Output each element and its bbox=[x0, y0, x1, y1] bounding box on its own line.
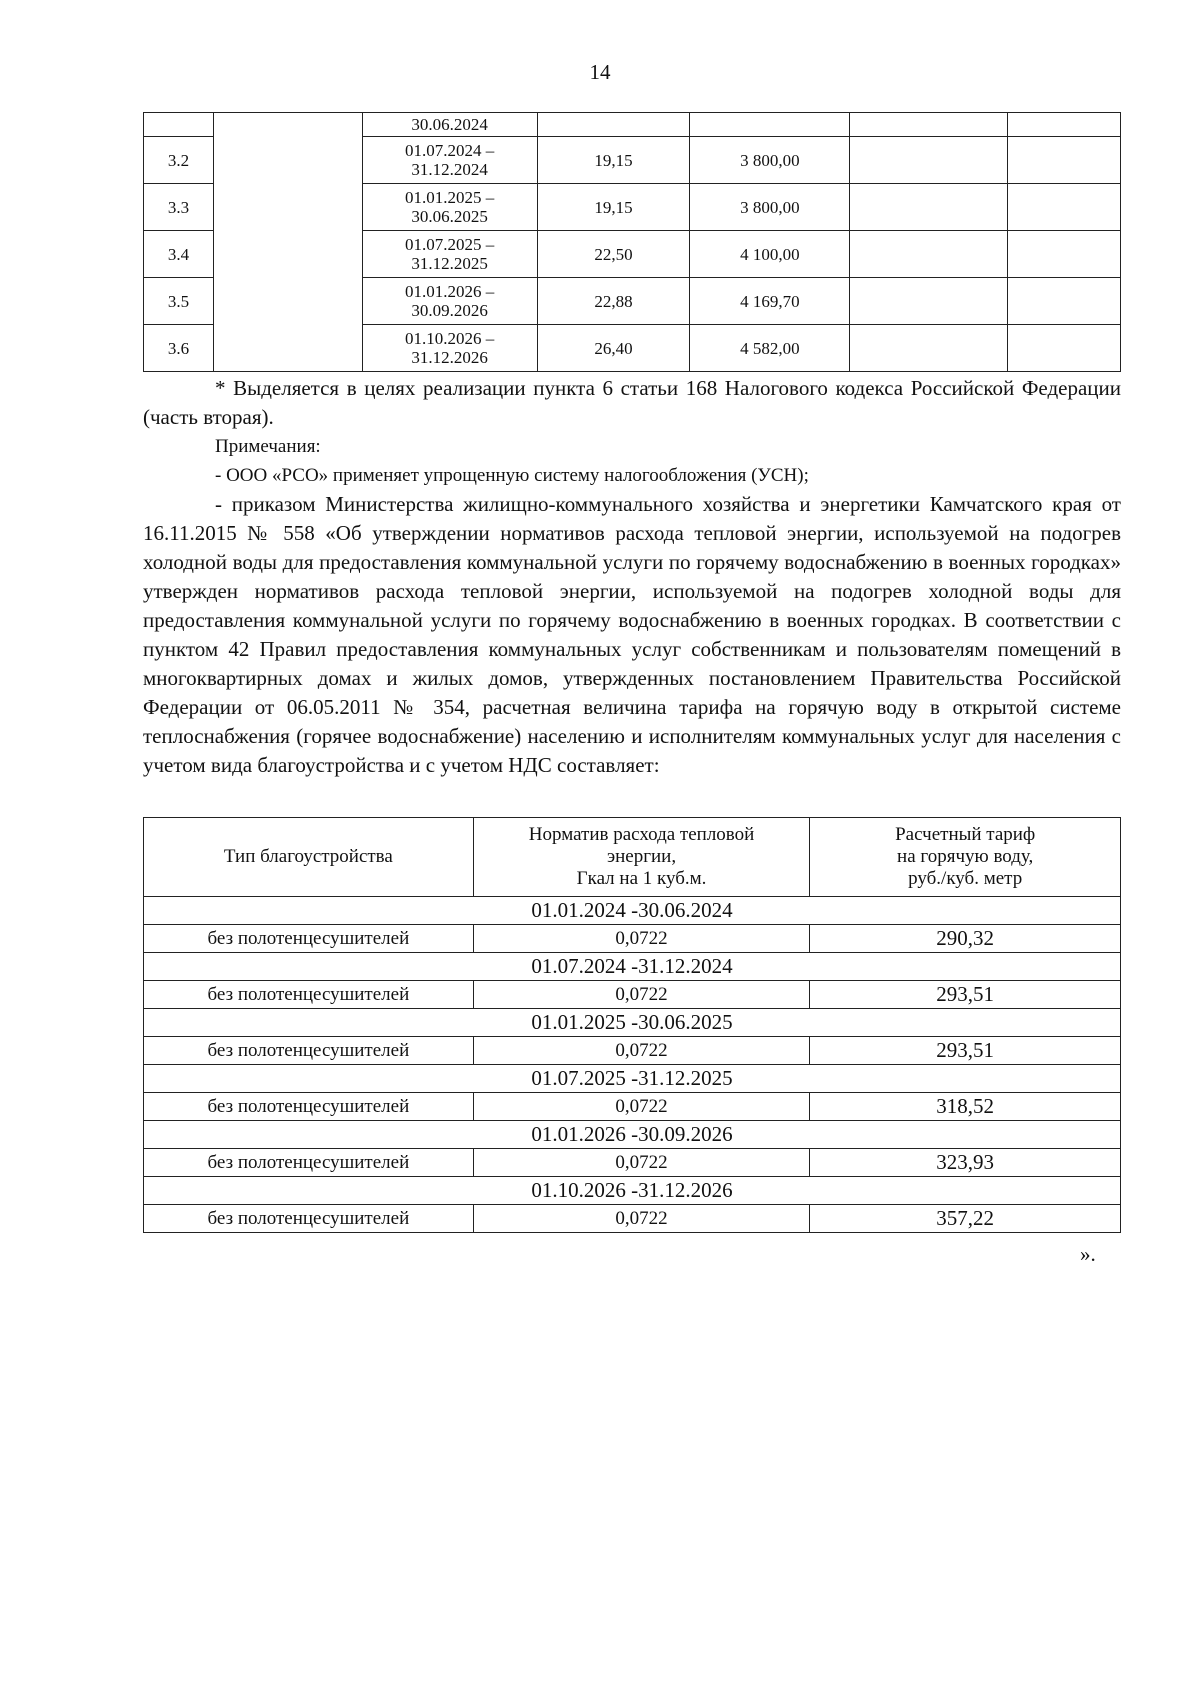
row-number bbox=[144, 113, 214, 137]
period-cell: 01.10.2026 -31.12.2026 bbox=[144, 1177, 1121, 1205]
rate-cell: 22,88 bbox=[537, 278, 690, 325]
empty-cell bbox=[1008, 113, 1121, 137]
norm-cell: 0,0722 bbox=[473, 981, 810, 1009]
empty-cell bbox=[850, 113, 1008, 137]
period-cell: 01.07.2025 -31.12.2025 bbox=[144, 1065, 1121, 1093]
norm-cell: 0,0722 bbox=[473, 1093, 810, 1121]
type-cell: без полотенцесушителей bbox=[144, 1037, 474, 1065]
period-row bbox=[144, 897, 1121, 925]
notes-section bbox=[143, 374, 1121, 780]
period-cell: 01.01.2025 -30.06.2025 bbox=[144, 1009, 1121, 1037]
note-item: - приказом Министерства жилищно-коммунального хозяйства и энергетики Камчатского края от 16.11.2015 № 558 «Об утверждении нормативов расхода тепловой энергии, используемой на подогрев холодной воды для предоставления коммунальной услуги по горячему водоснабжению в военных городках» утвержден нормативов расхода тепловой энергии, используемой на подогрев холодной воды для предоставления коммунальной услуги по горячему водоснабжению в военных городках. В соответствии с пунктом 42 Правил предоставления коммунальных услуг собственникам и пользователям помещений в многоквартирных домах и жилых домов, утвержденных постановлением Правительства Российской Федерации от 06.05.2011 № 354, расчетная величина тарифа на горячую воду в открытой системе теплоснабжения (горячее водоснабжение) населению и исполнителям коммунальных услуг для населения с учетом вида благоустройства и с учетом НДС составляет: bbox=[143, 492, 1121, 777]
norm-cell: 0,0722 bbox=[473, 1205, 810, 1233]
period-row bbox=[144, 1009, 1121, 1037]
note-item: - ООО «РСО» применяет упрощенную систему налогообложения (УСН); bbox=[215, 465, 809, 486]
type-cell: без полотенцесушителей bbox=[144, 1205, 474, 1233]
amount-cell: 4 100,00 bbox=[690, 231, 850, 278]
rate-cell: 22,50 bbox=[537, 231, 690, 278]
period-cell: 01.01.2024 -30.06.2024 bbox=[144, 897, 1121, 925]
empty-cell bbox=[850, 184, 1008, 231]
tariff-cell: 323,93 bbox=[810, 1149, 1121, 1177]
norm-cell: 0,0722 bbox=[473, 1149, 810, 1177]
empty-cell bbox=[850, 137, 1008, 184]
tariff-cell: 357,22 bbox=[810, 1205, 1121, 1233]
page-number: 14 bbox=[589, 60, 611, 84]
period-cell: 01.07.2024 – 31.12.2024 bbox=[362, 137, 537, 184]
period-row bbox=[144, 1065, 1121, 1093]
empty-cell bbox=[1008, 184, 1121, 231]
period-row bbox=[144, 953, 1121, 981]
period-cell: 01.01.2026 -30.09.2026 bbox=[144, 1121, 1121, 1149]
amount-cell: 4 582,00 bbox=[690, 325, 850, 372]
table-header-row bbox=[144, 818, 1121, 897]
period-cell: 01.01.2026 – 30.09.2026 bbox=[362, 278, 537, 325]
row-number: 3.2 bbox=[144, 137, 214, 184]
header-norm: Норматив расхода тепловой энергии, Гкал на 1 куб.м. bbox=[473, 818, 810, 897]
rate-cell: 19,15 bbox=[537, 184, 690, 231]
closing-quote-mark: ». bbox=[1080, 1242, 1096, 1266]
type-cell: без полотенцесушителей bbox=[144, 925, 474, 953]
tariff-cell: 293,51 bbox=[810, 981, 1121, 1009]
table-row bbox=[144, 1149, 1121, 1177]
norm-cell: 0,0722 bbox=[473, 1037, 810, 1065]
empty-cell bbox=[1008, 278, 1121, 325]
merged-empty-cell bbox=[213, 113, 362, 372]
row-number: 3.3 bbox=[144, 184, 214, 231]
rate-cell bbox=[537, 113, 690, 137]
header-tariff: Расчетный тариф на горячую воду, руб./куб. метр bbox=[810, 818, 1121, 897]
tariff-continuation-table bbox=[143, 112, 1121, 372]
header-improvement-type: Тип благоустройства bbox=[144, 818, 474, 897]
footnote: * Выделяется в целях реализации пункта 6 статьи 168 Налогового кодекса Российской Федерации (часть вторая). bbox=[143, 376, 1121, 429]
period-row bbox=[144, 1177, 1121, 1205]
amount-cell: 3 800,00 bbox=[690, 184, 850, 231]
type-cell: без полотенцесушителей bbox=[144, 1149, 474, 1177]
empty-cell bbox=[850, 325, 1008, 372]
empty-cell bbox=[1008, 231, 1121, 278]
row-number: 3.4 bbox=[144, 231, 214, 278]
norm-cell: 0,0722 bbox=[473, 925, 810, 953]
amount-cell: 4 169,70 bbox=[690, 278, 850, 325]
period-cell: 30.06.2024 bbox=[362, 113, 537, 137]
period-cell: 01.07.2025 – 31.12.2025 bbox=[362, 231, 537, 278]
rate-cell: 26,40 bbox=[537, 325, 690, 372]
type-cell: без полотенцесушителей bbox=[144, 1093, 474, 1121]
hot-water-tariff-table bbox=[143, 817, 1121, 1233]
period-cell: 01.01.2025 – 30.06.2025 bbox=[362, 184, 537, 231]
rate-cell: 19,15 bbox=[537, 137, 690, 184]
table-row bbox=[144, 113, 1121, 137]
row-number: 3.6 bbox=[144, 325, 214, 372]
table-row bbox=[144, 1037, 1121, 1065]
amount-cell bbox=[690, 113, 850, 137]
empty-cell bbox=[850, 278, 1008, 325]
period-cell: 01.10.2026 – 31.12.2026 bbox=[362, 325, 537, 372]
empty-cell bbox=[850, 231, 1008, 278]
table-row bbox=[144, 1205, 1121, 1233]
tariff-cell: 290,32 bbox=[810, 925, 1121, 953]
row-number: 3.5 bbox=[144, 278, 214, 325]
notes-heading: Примечания: bbox=[215, 436, 321, 457]
tariff-cell: 293,51 bbox=[810, 1037, 1121, 1065]
table-row bbox=[144, 925, 1121, 953]
amount-cell: 3 800,00 bbox=[690, 137, 850, 184]
period-cell: 01.07.2024 -31.12.2024 bbox=[144, 953, 1121, 981]
empty-cell bbox=[1008, 137, 1121, 184]
table-row bbox=[144, 981, 1121, 1009]
empty-cell bbox=[1008, 325, 1121, 372]
type-cell: без полотенцесушителей bbox=[144, 981, 474, 1009]
table-row bbox=[144, 1093, 1121, 1121]
tariff-cell: 318,52 bbox=[810, 1093, 1121, 1121]
period-row bbox=[144, 1121, 1121, 1149]
